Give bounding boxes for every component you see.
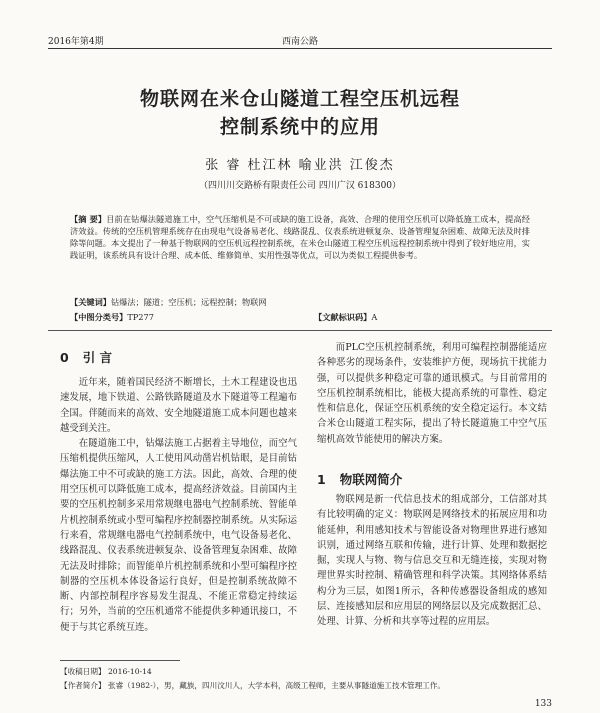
classification-value: TP277 (127, 312, 154, 322)
paragraph: 在隧道施工中，钻爆法施工占据着主导地位，而空气压缩机提供压缩风，人工使用风动凿岩机钻眼，是目前钻爆法施工中不可或缺的施工方法。因此，高效、合理的使用空压机可以降低施工成本，提高经济效益。目前国内主要的空压机控制多采用常规继电器电气控制系统、智能单片机控制系统或小型可编程序控制器控制系统。从实际运行来看，常规继电器电气控制系统中，电气设备易老化、线路混乱、仪表系统进顿复杂、设备管理复杂困难、故障无法及时排除；而智能单片机控制系统和小型可编程序控制器的空压机本体设备运行良好，但是控制系统故障不断、内部控制程序容易发生混乱、不能正常稳定持续运行；另外，当前的空压机通常不能提供多种通讯接口，不便于与其它系统互连。 (60, 438, 297, 633)
right-column-iot (317, 492, 547, 630)
document-code-label: 【文献标识码】 (314, 312, 372, 322)
classification-number (70, 312, 154, 323)
abstract-label: 【摘 要】 (70, 214, 107, 224)
footnote-received-date: 【收稿日期】 2016-10-14 (60, 667, 152, 676)
keywords-text: 钻爆法；隧道；空压机；远程控制；物联网 (110, 297, 267, 307)
section-title: 引 言 (82, 350, 113, 365)
document-code-value: A (371, 312, 378, 322)
abstract (70, 213, 530, 261)
journal-name: 西南公路 (282, 37, 319, 47)
affiliation: （四川川交路桥有限责任公司 四川广汉 618300） (198, 181, 402, 191)
header-rule (48, 48, 552, 49)
paragraph: 物联网是新一代信息技术的组成部分，工信部对其有比较明确的定义：物联网是网络技术的拓展应用和功能延伸，利用感知技术与智能设备对物理世界进行感知识别，通过网络互联和传输，进行计算、处理和数据挖掘，实现人与物、物与信息交互和无缝连接，实现对物理世界实时控制、精确管理和科学决策。其网络体系结构分为三层，如图1所示，各种传感器设备组成的感知层、连接感知层和应用层的网络层以及完成数据汇总、处理、计算、分析和共享等过程的应用层。 (317, 494, 547, 628)
title-line-2: 控制系统中的应用 (219, 116, 380, 138)
section-number: 1 (317, 472, 326, 487)
abstract-text: 目前在钻爆法隧道施工中，空气压缩机是不可或缺的施工设备，高效、合理的使用空压机可以降低施工成本，提高经济效益。传统的空压机管理系统存在由现电气设备易老化、线路混乱、仪表系统进顿复杂、设备管理复杂困难、故障无法及时排除等问题。本文提出了一种基于物联网的空压机远程控制系统，在米仓山隧道工程空压机远程控制系统中得到了较好地应用，实践证明，该系统具有设计合理、成本低、维修简单、实用性强等优点，可以为类似工程提供参考。 (70, 214, 530, 260)
paper-title (0, 85, 600, 141)
author-list: 张 睿 杜江林 喻业洪 江俊杰 (205, 158, 395, 173)
keywords (70, 297, 267, 308)
left-column (60, 375, 297, 635)
classification-label: 【中图分类号】 (70, 312, 128, 322)
section-title: 物联网简介 (339, 472, 403, 487)
keywords-label: 【关键词】 (70, 297, 111, 307)
right-column (317, 340, 547, 447)
footnote-rule (60, 660, 180, 661)
section-heading-introduction (60, 348, 112, 366)
section-number: 0 (60, 350, 69, 365)
page-number: 133 (534, 699, 552, 709)
title-line-1: 物联网在米仓山隧道工程空压机远程 (139, 88, 460, 110)
running-header (0, 8, 600, 47)
document-code (314, 312, 377, 323)
abstract-separator (48, 330, 552, 331)
footnote-author-bio: 【作者简介】 张睿（1982-），男，藏族，四川汶川人，大学本科，高级工程师，主要从事隧道施工技术管理工作。 (60, 681, 445, 690)
journal-issue: 2016年第4期 (48, 37, 104, 47)
paragraph: 而PLC空压机控制系统，利用可编程控制器能适应各种恶劣的现场条件，安装维护方便，现场抗干扰能力强，可以提供多种稳定可靠的通讯模式。与目前常用的空压机控制系统相比，能极大提高系统的可靠性、稳定性和信息化，保证空压机系统的安全稳定运行。本文结合米仓山隧道工程实际，提出了特长隧道施工中空气压缩机高效节能使用的解决方案。 (317, 342, 547, 445)
paragraph: 近年来，随着国民经济不断增长，土木工程建设也迅速发展，地下铁道、公路铁路隧道及水下隧道等工程遍布全国。伴随而来的高效、安全地隧道施工成本问题也越来越受到关注。 (60, 377, 297, 434)
section-heading-iot (317, 470, 402, 488)
